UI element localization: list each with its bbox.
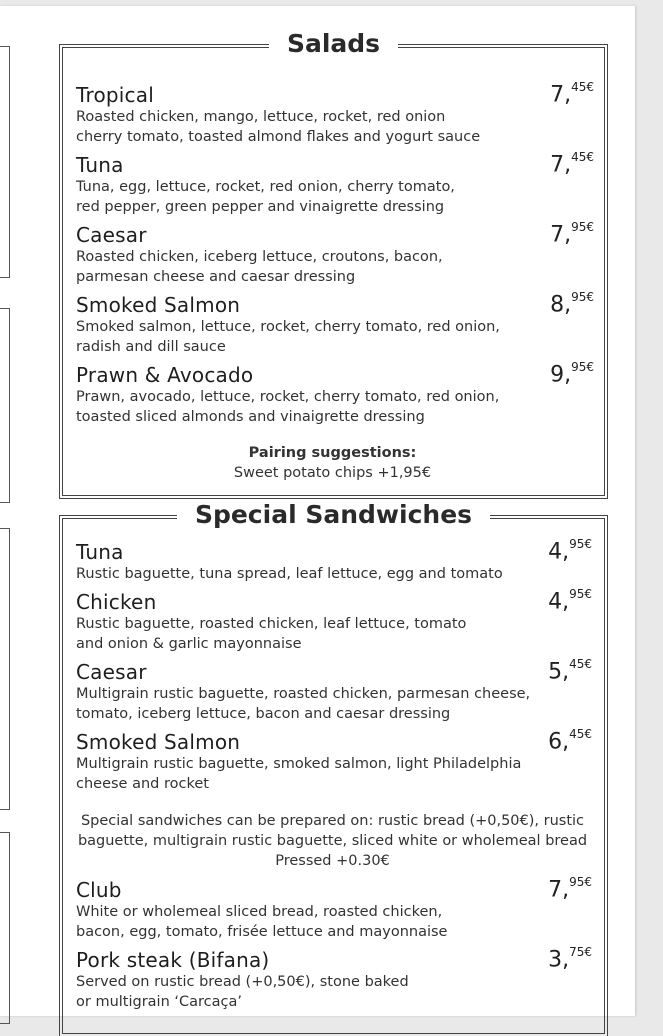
item-name: Caesar xyxy=(76,660,147,684)
item-name: Caesar xyxy=(76,223,147,247)
menu-item xyxy=(76,220,606,287)
item-description: Rustic baguette, tuna spread, leaf lettuce, egg and tomato xyxy=(76,566,503,582)
left-column-box-edge xyxy=(0,46,10,278)
item-price: 7,$^{45€}$ xyxy=(550,80,594,108)
item-price: 7,$^{95€}$ xyxy=(550,220,594,248)
item-name: Pork steak (Bifana) xyxy=(76,948,270,972)
item-price: 8,$^{95€}$ xyxy=(550,290,594,318)
pairing-title: Pairing suggestions: xyxy=(248,445,417,461)
section-title: Salads xyxy=(60,29,607,58)
item-name: Prawn & Avocado xyxy=(76,363,254,387)
pairing-suggestions xyxy=(59,443,606,483)
left-column-box-edge xyxy=(0,832,10,1024)
item-price: 4,$^{95€}$ xyxy=(548,587,592,615)
item-price: 4,$^{95€}$ xyxy=(548,537,592,565)
menu-item xyxy=(76,945,606,1012)
left-column-box-edge xyxy=(0,308,10,503)
bread-options-note: Special sandwiches can be prepared on: rustic bread (+0,50€), rustic baguette, multigrain rustic baguette, sliced white or wholemeal bread Pressed +0.30€ xyxy=(77,813,588,869)
menu-item xyxy=(76,290,606,357)
item-name: Smoked Salmon xyxy=(76,293,241,317)
item-price: 6,$^{45€}$ xyxy=(548,727,592,755)
item-name: Smoked Salmon xyxy=(76,730,241,754)
menu-item xyxy=(76,875,606,942)
item-description: Roasted chicken, mango, lettuce, rocket, red onion cherry tomato, toasted almond flakes and yogurt sauce xyxy=(76,109,481,145)
section-title: Special Sandwiches xyxy=(60,500,607,529)
item-price: 5,$^{45€}$ xyxy=(548,657,592,685)
item-name: Tuna xyxy=(76,540,124,564)
item-description: Smoked salmon, lettuce, rocket, cherry tomato, red onion, radish and dill sauce xyxy=(76,319,500,355)
item-price: 7,$^{95€}$ xyxy=(548,875,592,903)
item-name: Tropical xyxy=(76,83,154,107)
item-description: Multigrain rustic baguette, smoked salmon, light Philadelphia cheese and rocket xyxy=(76,756,522,792)
menu-item xyxy=(76,80,606,147)
menu-item xyxy=(76,537,606,584)
menu-item xyxy=(76,727,606,794)
item-price: 7,$^{45€}$ xyxy=(550,150,594,178)
item-description: Roasted chicken, iceberg lettuce, croutons, bacon, parmesan cheese and caesar dressing xyxy=(76,249,443,285)
menu-item xyxy=(76,360,606,427)
item-name: Tuna xyxy=(76,153,124,177)
item-price: 3,$^{75€}$ xyxy=(548,945,592,973)
item-description: Served on rustic bread (+0,50€), stone baked or multigrain ‘Carcaça’ xyxy=(76,974,409,1010)
pairing-text: Sweet potato chips +1,95€ xyxy=(233,465,432,481)
left-column-box-edge xyxy=(0,528,10,810)
item-description: Tuna, egg, lettuce, rocket, red onion, cherry tomato, red pepper, green pepper and vinaigrette dressing xyxy=(76,179,455,215)
item-price: 9,$^{95€}$ xyxy=(550,360,594,388)
item-description: Rustic baguette, roasted chicken, leaf lettuce, tomato and onion & garlic mayonnaise xyxy=(76,616,467,652)
menu-item xyxy=(76,587,606,654)
item-description: Multigrain rustic baguette, roasted chicken, parmesan cheese, tomato, iceberg lettuce, bacon and caesar dressing xyxy=(76,686,531,722)
item-name: Chicken xyxy=(76,590,157,614)
menu-item xyxy=(76,657,606,724)
item-description: White or wholemeal sliced bread, roasted chicken, bacon, egg, tomato, frisée lettuce and mayonnaise xyxy=(76,904,448,940)
item-name: Club xyxy=(76,878,122,902)
item-description: Prawn, avocado, lettuce, rocket, cherry tomato, red onion, toasted sliced almonds and vinaigrette dressing xyxy=(76,389,500,425)
menu-item xyxy=(76,150,606,217)
